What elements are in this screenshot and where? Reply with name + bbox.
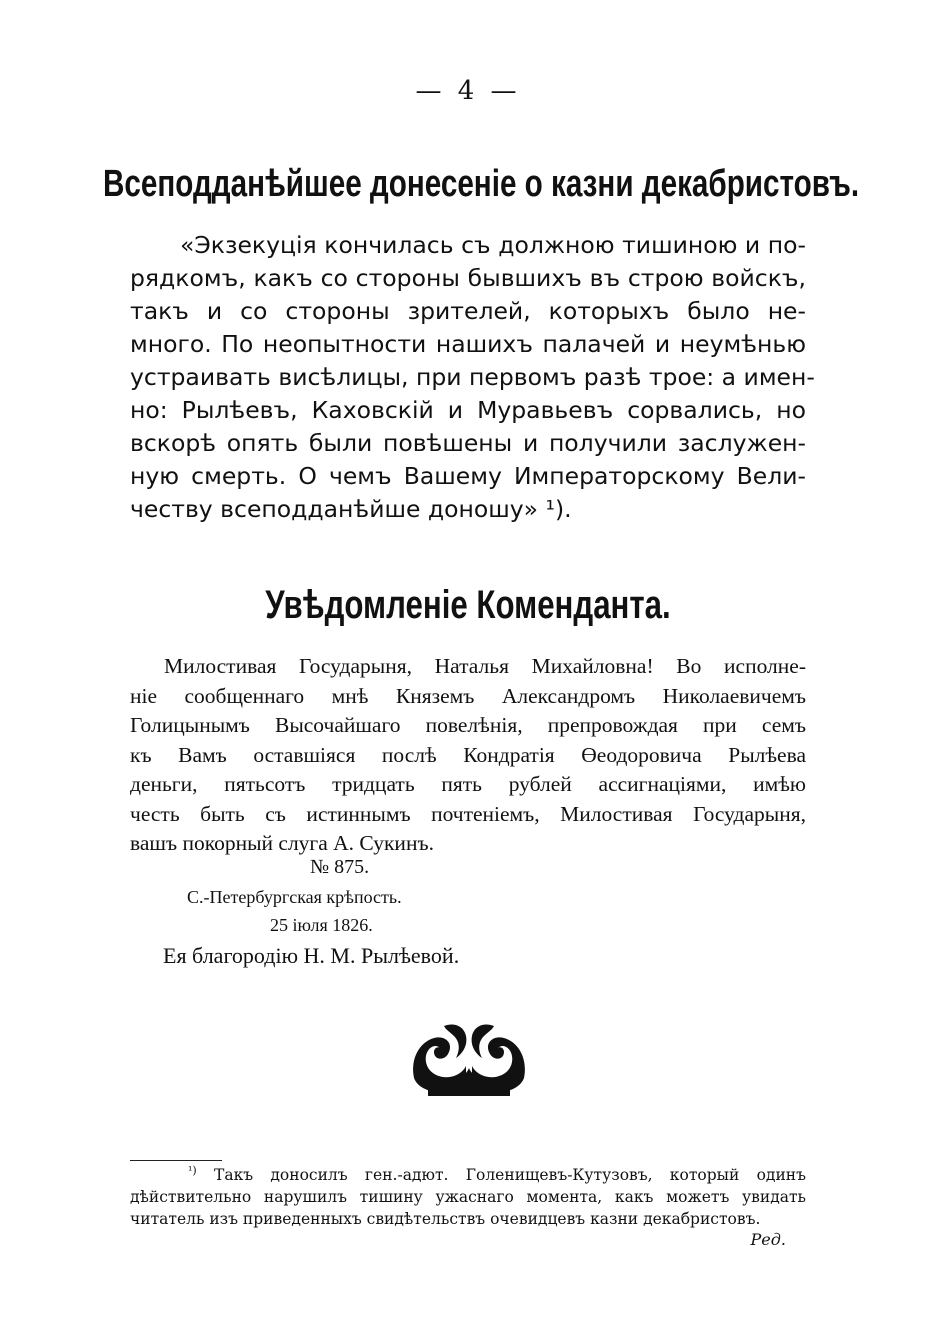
letter-line: Голицынымъ Высочайшаго повелѣнія, препровождая при семъ (130, 713, 806, 737)
footnote-text: Такъ доносилъ ген.-адют. Голенищевъ-Кутузовъ, который одинъ (213, 1166, 806, 1184)
letter-line: къ Вамъ оставшіяся послѣ Кондратія Өеодоровича Рылѣева (130, 742, 806, 767)
notice-letter (130, 652, 806, 859)
report-body (130, 229, 815, 526)
footnote-rule (130, 1160, 222, 1161)
footnote-marker: ¹) (188, 1163, 197, 1177)
letter-place: С.-Петербургская крѣпость. (187, 887, 402, 907)
report-title: Всеподданѣйшее донесеніе о казни декабристовъ. (102, 163, 860, 205)
report-line: но: Рылѣевъ, Каховскій и Муравьевъ сорвались, но (130, 396, 806, 424)
report-line: устраивать висѣлицы, при первомъ разѣ трое: а имен- (130, 363, 815, 391)
report-line: «Экзекуція кончилась съ должною тишиною и по- (180, 231, 806, 259)
letter-line: деньги, пятьсотъ тридцать пять рублей ассигнаціями, имѣю (130, 772, 806, 796)
letter-line: вашъ покорный слуга А. Сукинъ. (130, 831, 434, 855)
page-number: — 4 — (415, 76, 521, 106)
report-line: вскорѣ опять были повѣшены и получили заслужен- (130, 429, 806, 457)
letter-line: честь быть съ истиннымъ почтеніемъ, Милостивая Государыня, (130, 801, 806, 826)
report-line: ную смерть. О чемъ Вашему Императорскому Вели- (130, 462, 806, 490)
footnote (130, 1164, 806, 1230)
floral-vignette-icon (408, 1018, 530, 1098)
report-line: рядкомъ, какъ со стороны бывшихъ въ строю войскъ, (130, 264, 806, 292)
notice-title: Увѣдомленіе Коменданта. (265, 583, 671, 627)
letter-line: ніе сообщеннаго мнѣ Княземъ Александромъ Николаевичемъ (130, 683, 806, 708)
letter-date: 25 іюля 1826. (270, 915, 373, 935)
footnote-line: читатель изъ приведенныхъ свидѣтельствъ очевидцевъ казни декабристовъ. (130, 1210, 761, 1228)
report-line: такъ и со стороны зрителей, которыхъ было не- (130, 297, 806, 325)
letter-line: Милостивая Государыня, Наталья Михайловна! Во исполне- (164, 654, 806, 678)
report-line: честву всеподданѣйше доношу» ¹). (130, 495, 572, 523)
editor-signature: Ред. (750, 1230, 786, 1249)
letter-addressee: Ея благородію Н. М. Рылѣевой. (163, 943, 460, 968)
report-line: много. По неопытности нашихъ палачей и неумѣнью (130, 330, 806, 358)
footnote-line: дѣйствительно нарушилъ тишину ужаснаго момента, какъ можетъ увидать (130, 1188, 806, 1206)
letter-number: № 875. (310, 856, 370, 878)
footnote-line (130, 1164, 806, 1186)
